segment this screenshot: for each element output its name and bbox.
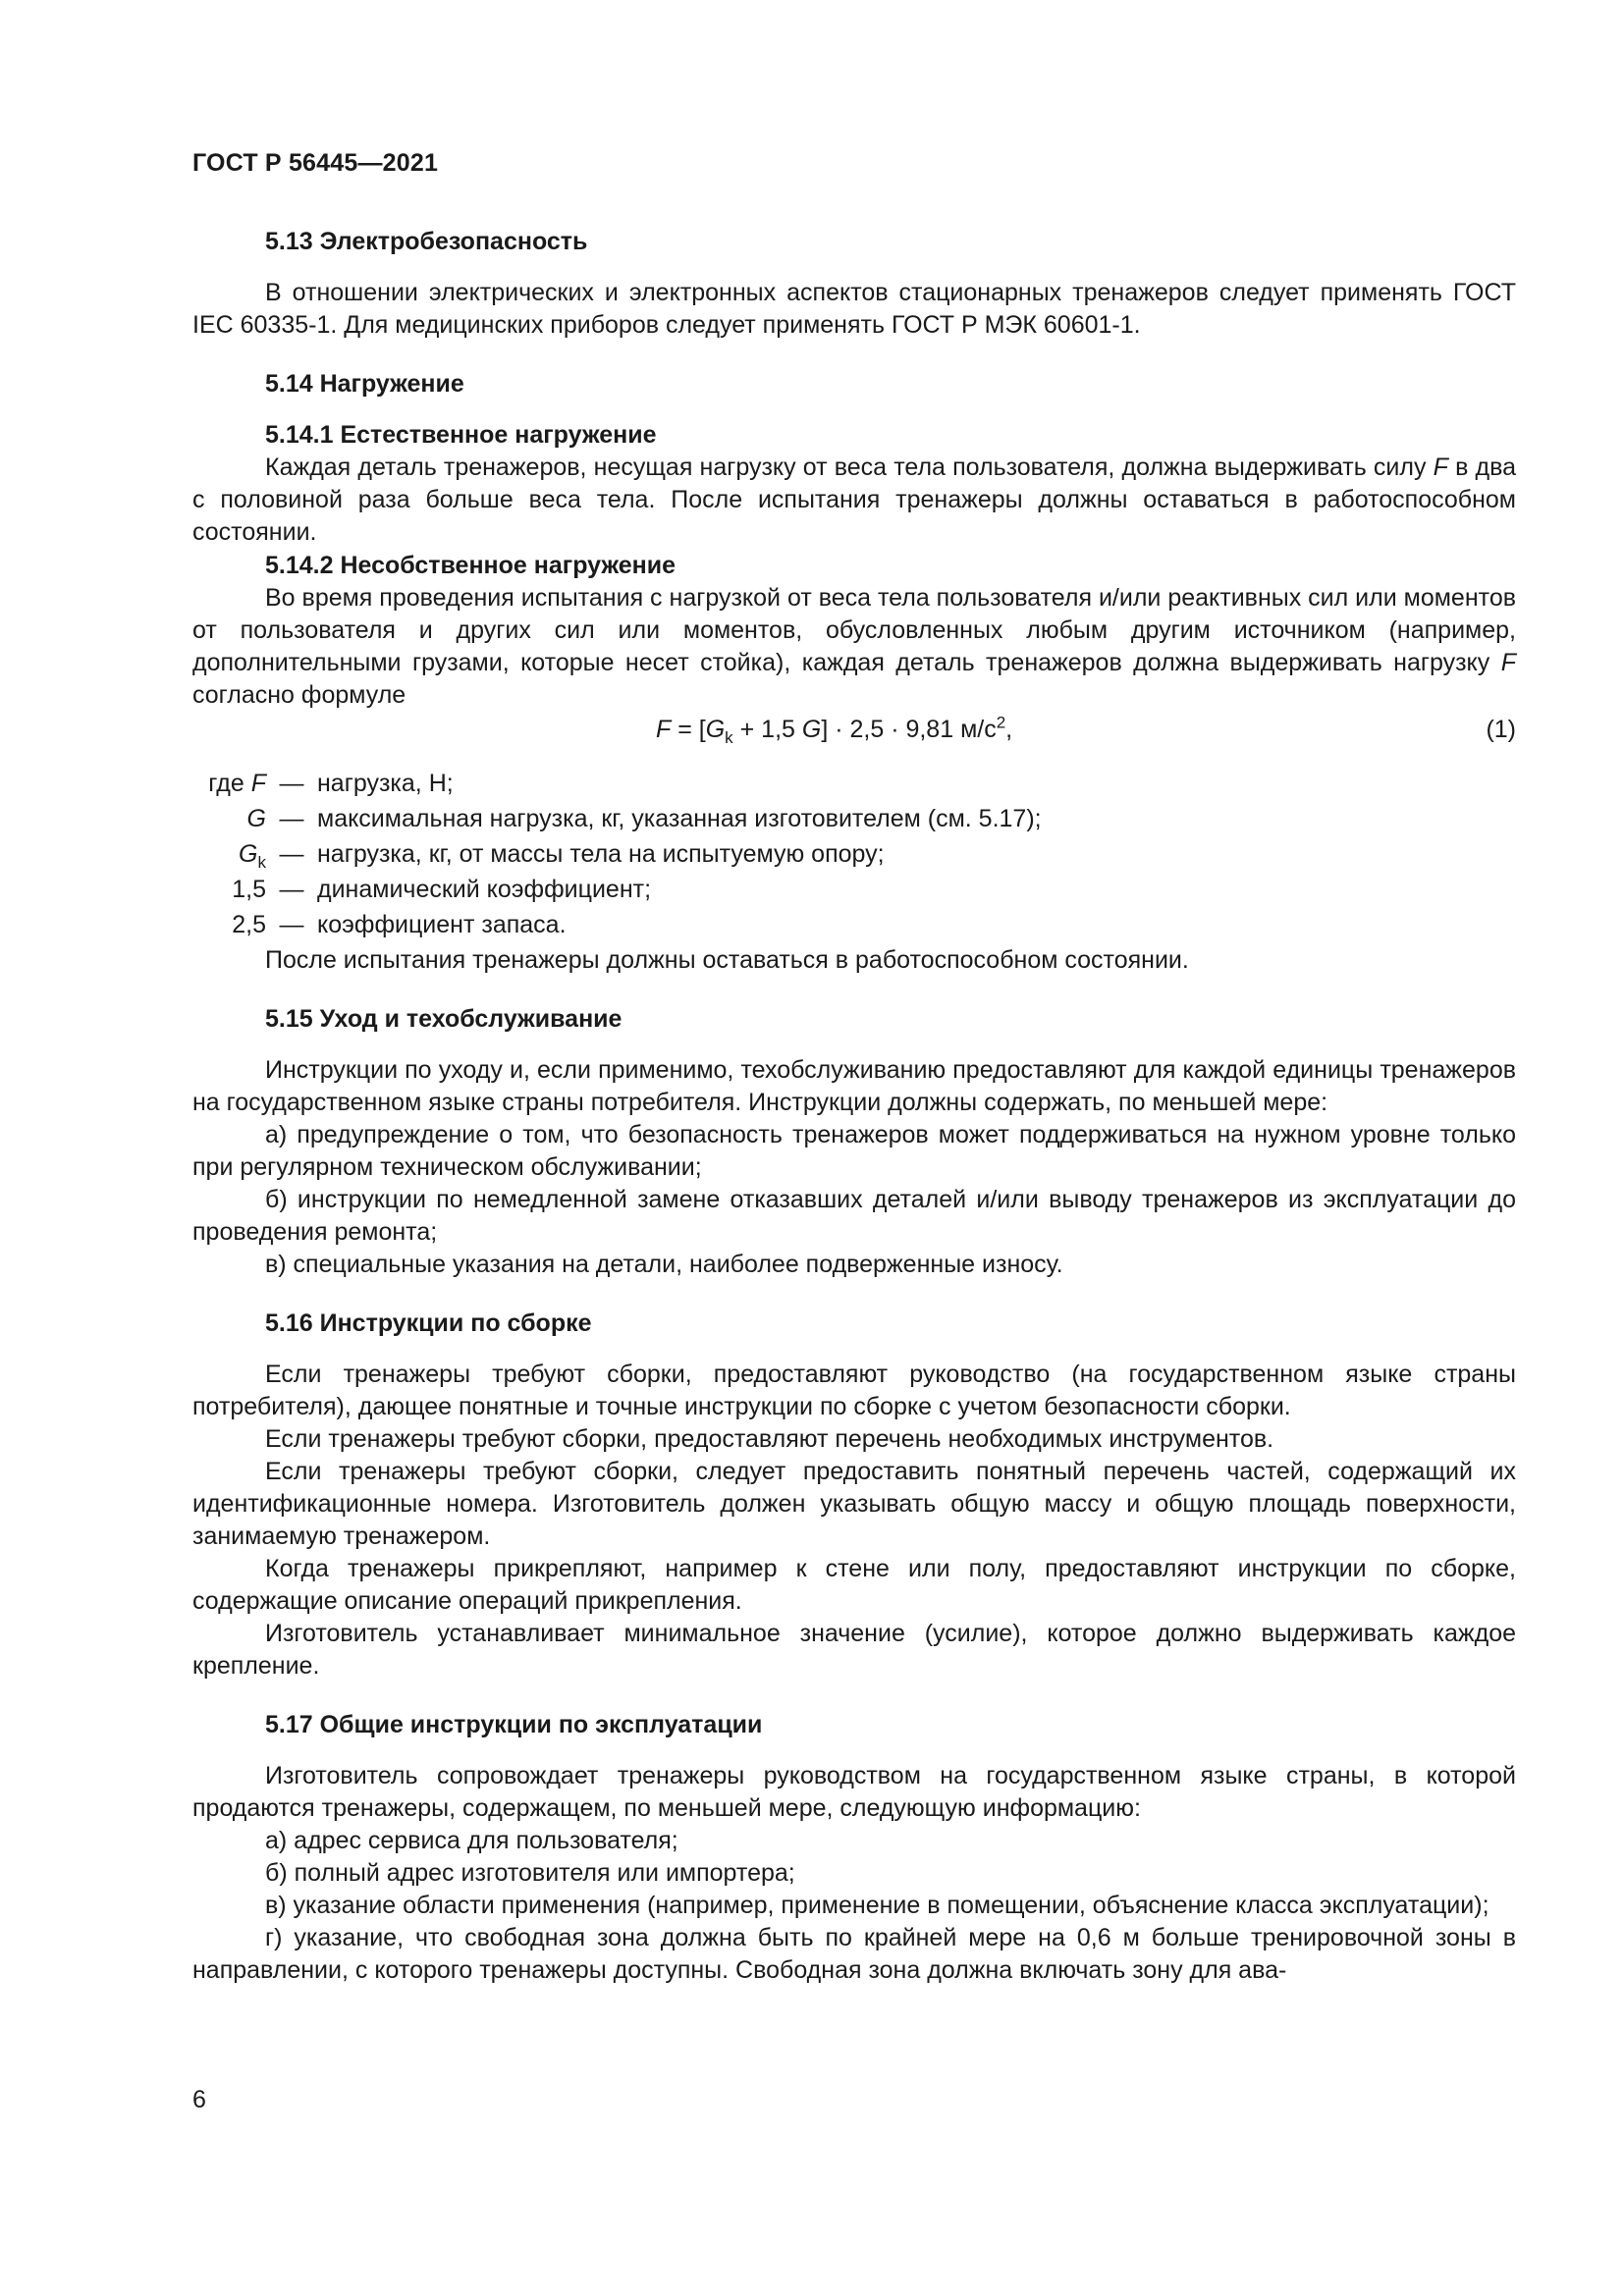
paragraph: В отношении электрических и электронных аспектов стационарных тренажеров следует применять ГОСТ IEC 60335-1. Для медицинских приборов следует применять ГОСТ Р МЭК 60601-1. — [192, 279, 1516, 339]
list-item: в) специальные указания на детали, наиболее подверженные износу. — [265, 1251, 1063, 1278]
section-title-5-14: 5.14 Нагружение — [265, 370, 464, 398]
list-item: б) инструкции по немедленной замене отказавших деталей и/или выводу тренажеров из эксплуатации до проведения ремонта; — [192, 1186, 1516, 1246]
section-title-5-17: 5.17 Общие инструкции по эксплуатации — [265, 1711, 763, 1738]
list-item: а) предупреждение о том, что безопасность тренажеров может поддерживаться на нужном уровне только при регулярном техническом обслуживании; — [192, 1121, 1516, 1181]
list-item: а) адрес сервиса для пользователя; — [265, 1827, 678, 1854]
paragraph: Когда тренажеры прикрепляют, например к стене или полу, предоставляют инструкции по сборке, содержащие описание операций прикрепления. — [192, 1555, 1516, 1615]
list-item: б) полный адрес изготовителя или импортера; — [265, 1859, 795, 1887]
page-content — [192, 226, 1516, 1987]
paragraph: Во время проведения испытания с нагрузкой от веса тела пользователя и/или реактивных сил или моментов от пользователя и других сил или моментов, обусловленных любым другим источником (например, дополнительными грузами, которые несет стойка), каждая деталь тренажеров должна выдерживать нагрузку F согласно формуле — [192, 584, 1516, 709]
paragraph: После испытания тренажеры должны оставаться в работоспособном состоянии. — [265, 946, 1189, 974]
section-title-5-16: 5.16 Инструкции по сборке — [265, 1309, 592, 1337]
paragraph: Если тренажеры требуют сборки, предоставляют руководство (на государственном языке страны потребителя), дающее понятные и точные инструкции по сборке с учетом безопасности сборки. — [192, 1361, 1516, 1420]
section-title-5-14-1: 5.14.1 Естественное нагружение — [265, 421, 657, 449]
definition-row: G — максимальная нагрузка, кг, указанная изготовителем (см. 5.17); — [246, 804, 1042, 832]
formula-expression: $F = [G_k + 1,5$ G] · 2,5 · 9,81 $м/с^2$, — [656, 713, 1013, 747]
definition-row: 1,5 — динамический коэффициент; — [232, 875, 652, 903]
definition-row: где F — нагрузка, Н; — [208, 769, 454, 797]
section-title-5-13: 5.13 Электробезопасность — [265, 228, 588, 255]
formula-number: (1) — [1486, 716, 1516, 743]
document-header: ГОСТ Р 56445—2021 — [192, 149, 439, 177]
paragraph: Если тренажеры требуют сборки, следует предоставить понятный перечень частей, содержащий их идентификационные номера. Изготовитель должен указывать общую массу и общую площадь поверхности, занимаемую тренажером. — [192, 1458, 1516, 1550]
list-item: г) указание, что свободная зона должна быть по крайней мере на 0,6 м больше тренировочной зоны в направлении, с которого тренажеры доступны. Свободная зона должна включать зону для ава- — [192, 1924, 1516, 1984]
page-number: 6 — [192, 2086, 206, 2113]
list-item: в) указание области применения (например, применение в помещении, объяснение класса эксплуатации); — [265, 1892, 1489, 1919]
formula-definitions — [192, 766, 1516, 942]
section-title-5-15: 5.15 Уход и техобслуживание — [265, 1005, 623, 1033]
paragraph: Изготовитель устанавливает минимальное значение (усилие), которое должно выдерживать каждое крепление. — [192, 1620, 1516, 1680]
formula-1 — [192, 714, 1516, 746]
definition-row: $G_k$ — нагрузка, кг, от массы тела на испытуемую опору; — [239, 839, 885, 872]
section-title-5-14-2: 5.14.2 Несобственное нагружение — [265, 552, 677, 579]
paragraph: Инструкции по уходу и, если применимо, техобслуживанию предоставляют для каждой единицы тренажеров на государственном языке страны потребителя. Инструкции должны содержать, по меньшей мере: — [192, 1056, 1516, 1116]
paragraph: Каждая деталь тренажеров, несущая нагрузку от веса тела пользователя, должна выдерживать силу F в два с половиной раза больше веса тела. После испытания тренажеры должны оставаться в работоспособном состоянии. — [192, 454, 1516, 546]
paragraph: Изготовитель сопровождает тренажеры руководством на государственном языке страны, в которой продаются тренажеры, содержащем, по меньшей мере, следующую информацию: — [192, 1762, 1516, 1822]
paragraph: Если тренажеры требуют сборки, предоставляют перечень необходимых инструментов. — [265, 1425, 1274, 1453]
definition-row: 2,5 — коэффициент запаса. — [232, 910, 567, 938]
